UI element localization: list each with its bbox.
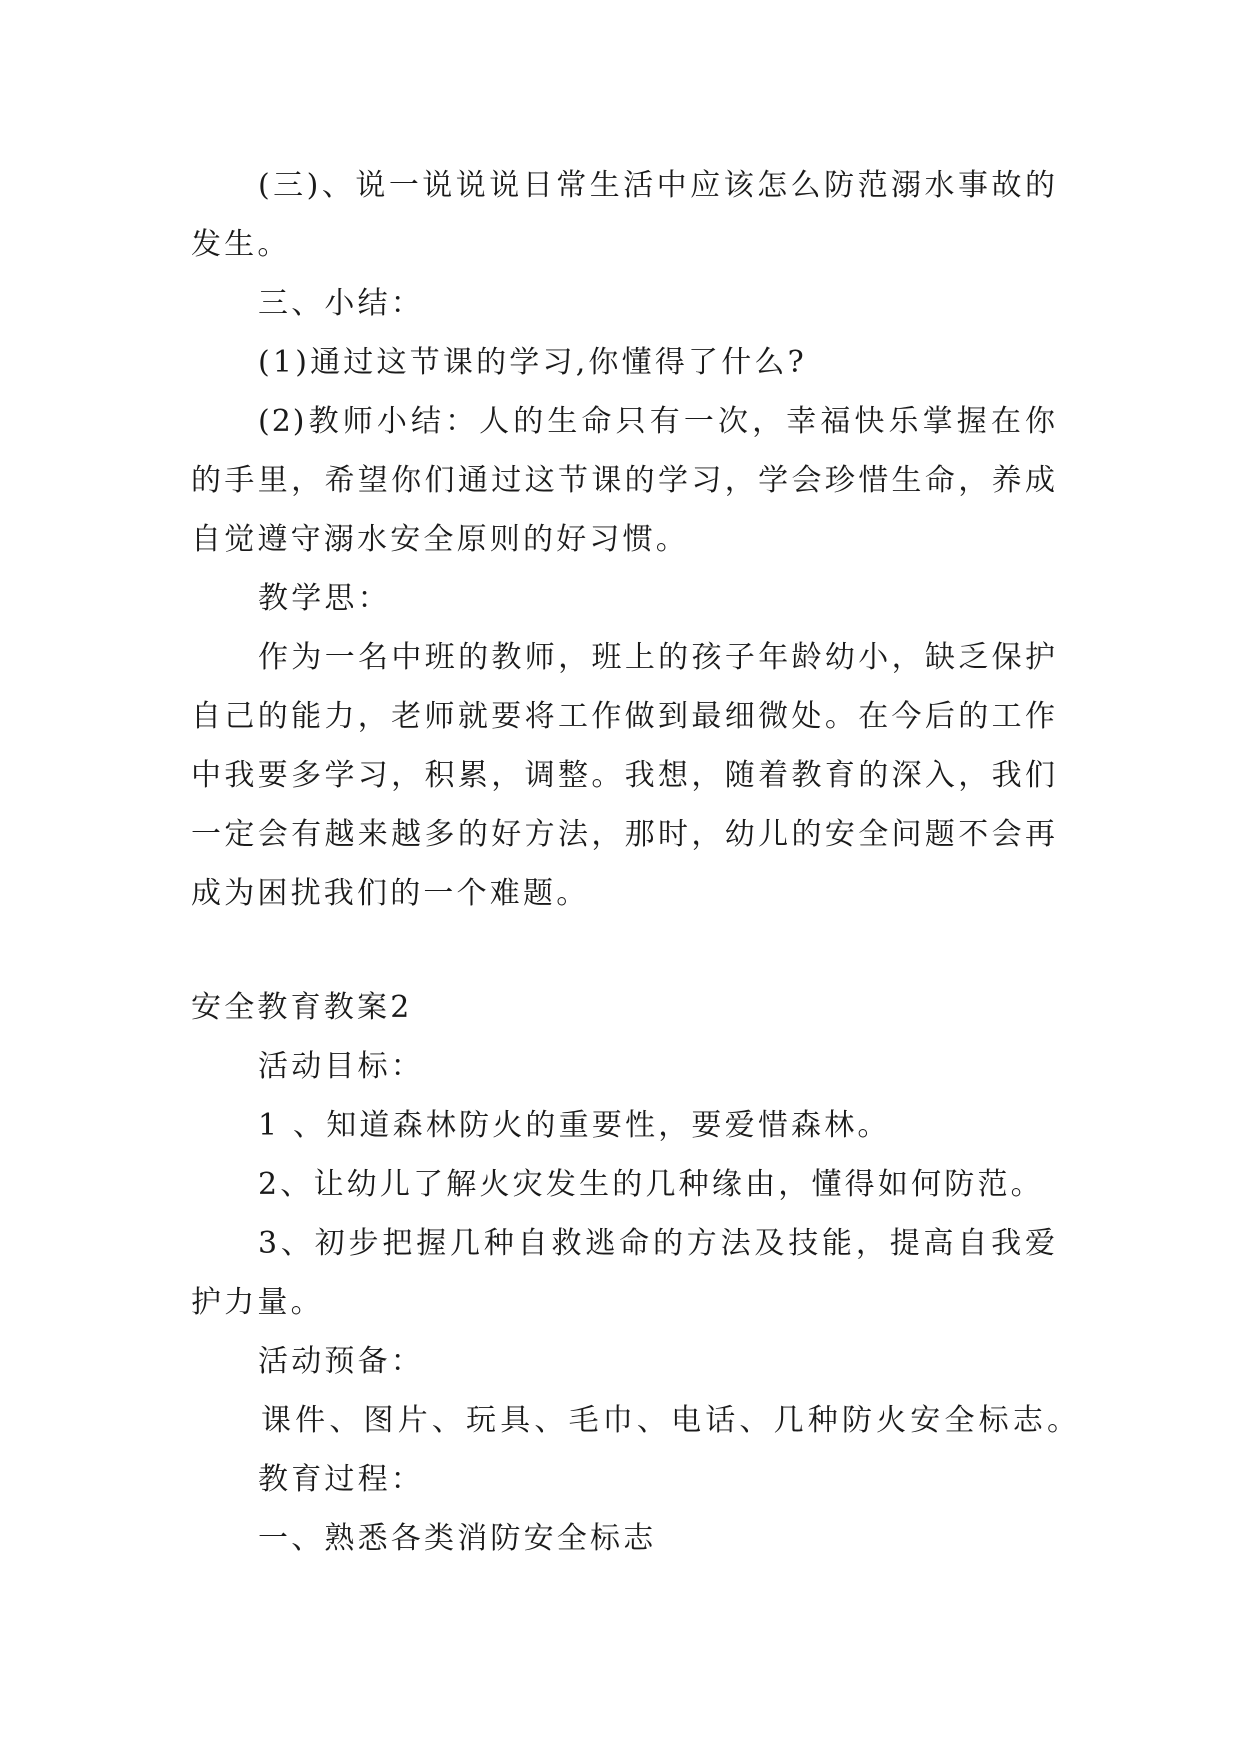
paragraph <box>191 392 1057 569</box>
text-line: 一定会有越来越多的好方法，那时，幼儿的安全问题不会再 <box>191 817 1057 852</box>
text-line: 一、熟悉各类消防安全标志 <box>258 1521 657 1556</box>
paragraph <box>191 1214 1057 1332</box>
text-line: 活动目标： <box>258 1049 424 1084</box>
text-line: 成为困扰我们的一个难题。 <box>191 876 590 911</box>
paragraph <box>191 1037 1057 1096</box>
text-line: (1)通过这节课的学习,你懂得了什么? <box>258 345 807 380</box>
paragraph <box>191 274 1057 333</box>
paragraph <box>191 156 1057 274</box>
text-line: 的手里，希望你们通过这节课的学习，学会珍惜生命，养成 <box>191 463 1057 498</box>
paragraph <box>191 1096 1057 1155</box>
text-line: 护力量。 <box>191 1285 324 1320</box>
paragraph <box>191 628 1057 923</box>
text-line: 自己的能力，老师就要将工作做到最细微处。在今后的工作 <box>191 699 1057 734</box>
text-line: 发生。 <box>191 227 291 262</box>
text-line: 教育过程： <box>258 1462 424 1497</box>
text-line: 3、初步把握几种自救逃命的方法及技能，提高自我爱 <box>258 1226 1057 1261</box>
text-line: 中我要多学习，积累，调整。我想，随着教育的深入，我们 <box>191 758 1057 793</box>
text-line: 课件、图片、玩具、毛巾、电话、几种防火安全标志。 <box>261 1403 1079 1438</box>
text-line: 自觉遵守溺水安全原则的好习惯。 <box>191 522 689 557</box>
paragraph <box>191 1155 1057 1214</box>
text-line: 作为一名中班的教师，班上的孩子年龄幼小，缺乏保护 <box>258 640 1057 675</box>
text-line: 教学思： <box>258 581 391 616</box>
text-line: 1 、知道森林防火的重要性，要爱惜森林。 <box>258 1108 891 1143</box>
paragraph <box>191 1332 1057 1391</box>
text-line: 活动预备： <box>258 1344 424 1379</box>
section-gap <box>191 923 1057 978</box>
text-line: 2、让幼儿了解火灾发生的几种缘由，懂得如何防范。 <box>258 1167 1044 1202</box>
paragraph <box>191 569 1057 628</box>
paragraph <box>191 1509 1057 1568</box>
text-line: (2)教师小结：人的生命只有一次，幸福快乐掌握在你 <box>258 404 1057 439</box>
document-body <box>191 156 1079 1568</box>
text-line: 三、小结： <box>258 286 424 321</box>
paragraph <box>191 1450 1057 1509</box>
text-line: (三)、说一说说说日常生活中应该怎么防范溺水事故的 <box>258 168 1057 203</box>
section-heading: 安全教育教案2 <box>191 990 413 1025</box>
paragraph <box>191 1391 1079 1450</box>
paragraph <box>191 333 1057 392</box>
